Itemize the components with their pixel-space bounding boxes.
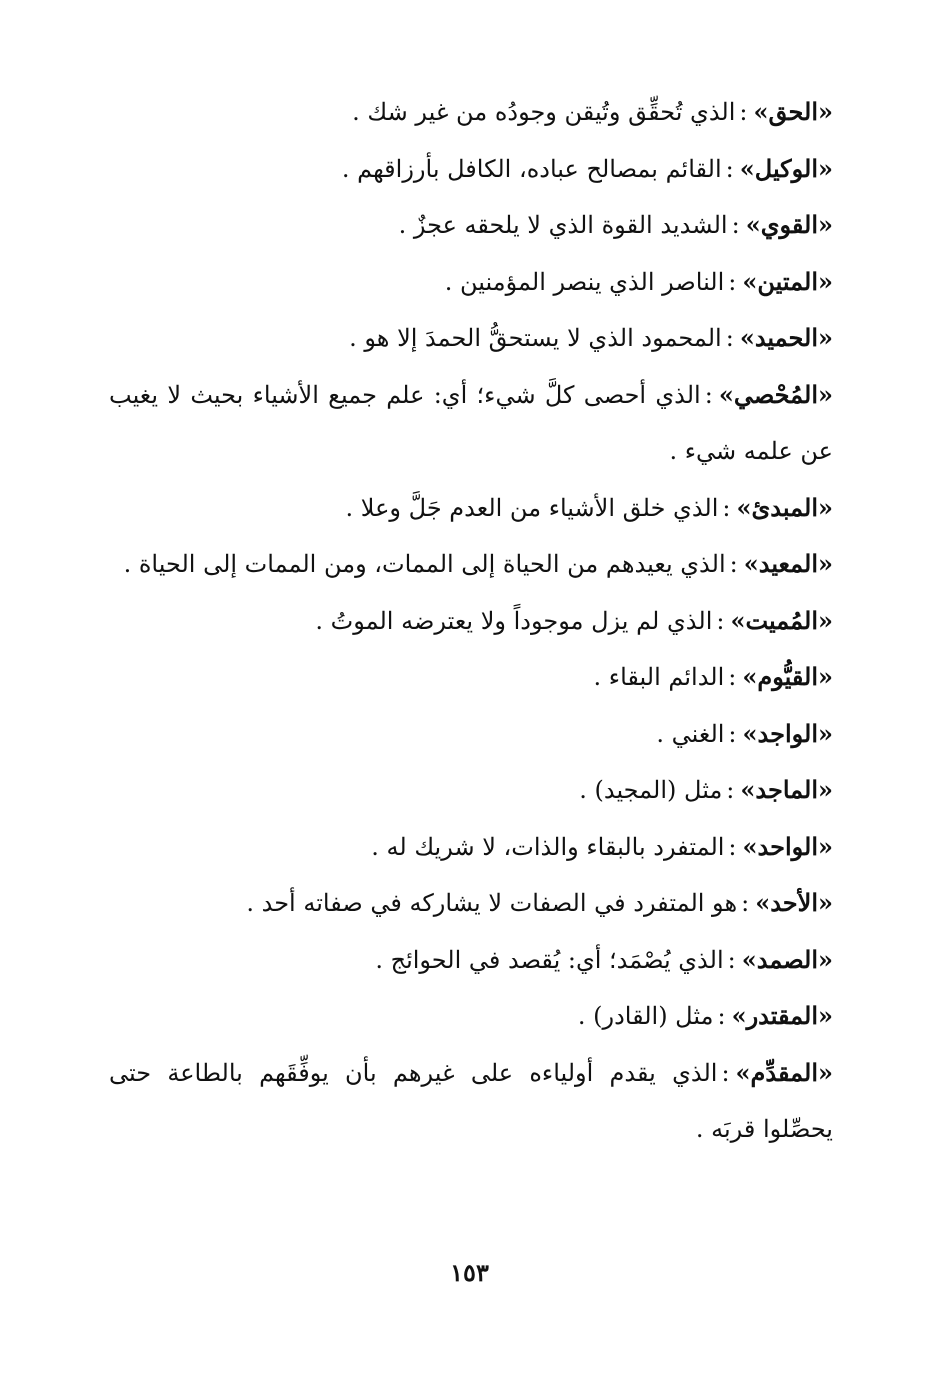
entry-al-ahad: [109, 875, 833, 932]
entry-al-mubdi: [109, 480, 833, 537]
page-number: ١٥٣: [450, 1258, 489, 1287]
entry-term: «الوكيل»: [739, 153, 833, 183]
entry-separator: :: [721, 1058, 730, 1087]
entry-separator: :: [722, 493, 731, 522]
entry-term: «الواحد»: [742, 831, 833, 861]
entry-separator: :: [725, 324, 734, 352]
entry-term: «القوي»: [745, 210, 833, 239]
entry-separator: :: [741, 889, 750, 917]
entry-term: «المُحْصي»: [718, 379, 833, 409]
entry-definition: الذي لم يزل موجوداً ولا يعترضه الموتُ .: [315, 606, 713, 635]
entry-term: «المُميت»: [730, 605, 833, 635]
entry-separator: :: [731, 211, 740, 239]
entry-al-hamid: [109, 310, 833, 367]
entry-al-wajid: [109, 706, 833, 763]
entry-definition: الذي يُصْمَد؛ أي: يُقصد في الحوائج .: [375, 945, 724, 974]
definitions-list: [109, 84, 833, 1158]
entry-definition: الدائم البقاء .: [593, 663, 725, 691]
entry-separator: :: [729, 550, 738, 578]
entry-definition: مثل (المجيد) .: [579, 776, 723, 804]
entry-term: «المتين»: [742, 266, 833, 296]
entry-definition: الذي يقدم أولياءه على غيرهم بأن يوفِّقَهم بالطاعة حتى يحصِّلوا قربَه .: [109, 1058, 833, 1143]
entry-definition: الذي يعيدهم من الحياة إلى الممات، ومن الممات إلى الحياة .: [123, 550, 726, 578]
entry-definition: الذي أحصى كلَّ شيء؛ أي: علم جميع الأشياء بحيث لا يغيب عن علمه شيء .: [109, 380, 833, 465]
entry-definition: الذي تُحقِّق وتُيقن وجودُه من غير شك .: [352, 98, 736, 126]
entry-definition: الذي خلق الأشياء من العدم جَلَّ وعلا .: [345, 493, 719, 522]
entry-separator: :: [716, 606, 725, 635]
entry-term: «الأحد»: [755, 888, 833, 917]
entry-al-wakil: [109, 141, 833, 198]
entry-as-samad: [109, 932, 833, 989]
entry-term: «الماجد»: [740, 775, 833, 804]
entry-term: «المبدئ»: [736, 492, 833, 522]
entry-definition: هو المتفرد في الصفات لا يشاركه في صفاته أحد .: [246, 889, 738, 917]
entry-definition: الناصر الذي ينصر المؤمنين .: [444, 267, 725, 296]
entry-al-muhsi: [109, 367, 833, 480]
entry-term: «الصمد»: [741, 944, 833, 974]
entry-al-wahid: [109, 819, 833, 876]
entry-term: «المعيد»: [743, 549, 833, 578]
entry-definition: المحمود الذي لا يستحقُّ الحمدَ إلا هو .: [349, 324, 722, 352]
entry-separator: :: [727, 945, 736, 974]
entry-term: «المقتدر»: [731, 1001, 833, 1030]
entry-term: «الواجد»: [742, 718, 833, 748]
entry-term: «الحق»: [753, 97, 833, 126]
entry-definition: الشديد القوة الذي لا يلحقه عجزٌ .: [398, 211, 728, 239]
entry-al-muid: [109, 536, 833, 593]
entry-separator: :: [726, 776, 735, 804]
entry-al-haqq: [109, 84, 833, 141]
entry-separator: :: [725, 154, 734, 183]
entry-separator: :: [739, 98, 748, 126]
entry-term: «المقدِّم»: [735, 1057, 833, 1087]
entry-al-matin: [109, 254, 833, 311]
entry-separator: :: [728, 267, 737, 296]
entry-al-qawi: [109, 197, 833, 254]
entry-term: «الحميد»: [739, 323, 833, 352]
entry-separator: :: [704, 380, 713, 409]
entry-separator: :: [728, 832, 737, 861]
entry-separator: :: [728, 663, 737, 691]
entry-al-muqaddim: [109, 1045, 833, 1158]
entry-separator: :: [728, 719, 737, 748]
entry-al-qayyum: [109, 649, 833, 706]
entry-definition: القائم بمصالح عباده، الكافل بأرزاقهم .: [341, 154, 722, 183]
entry-separator: :: [717, 1002, 726, 1030]
entry-definition: الغني .: [656, 719, 725, 748]
entry-term: «القيُّوم»: [742, 662, 833, 691]
entry-definition: مثل (القادر) .: [577, 1002, 714, 1030]
entry-al-majid: [109, 762, 833, 819]
entry-definition: المتفرد بالبقاء والذات، لا شريك له .: [371, 832, 725, 861]
entry-al-mumit: [109, 593, 833, 650]
entry-al-muqtadir: [109, 988, 833, 1045]
